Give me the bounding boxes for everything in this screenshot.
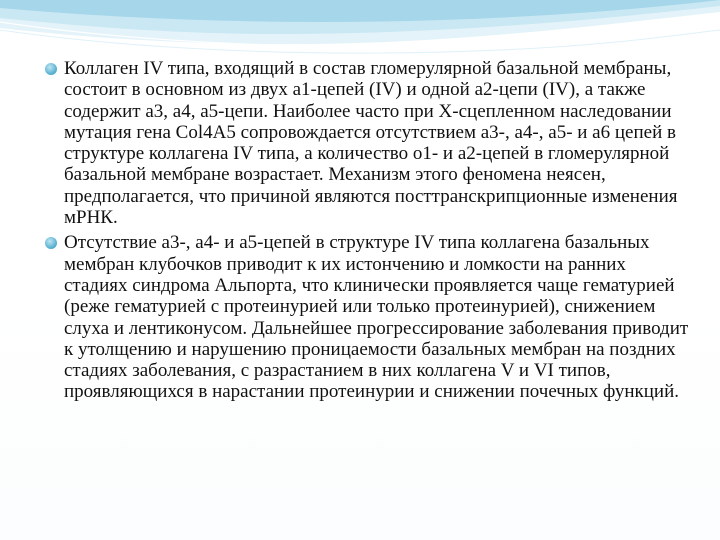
bullet-item [44,232,694,402]
bullet-text: Отсутствие а3-, а4- и а5-цепей в структуре IV типа коллагена базальных мембран клубочков приводит к их истончению и ломкости на ранних стадиях синдрома Альпорта, что клинически проявляется чаще гематурией (реже гематурией с протеинурией или только протеинурией), снижением слуха и лентиконусом. Дальнейшее прогрессирование заболевания приводит к утолщению и нарушению проницаемости базальных мембран на поздних стадиях заболевания, с разрастанием в них коллагена V и VI типов, проявляющихся в нарастании протеинурии и снижении почечных функций. [64,232,689,403]
bullet-list [44,58,694,407]
bullet-item [44,58,694,228]
circle-bullet-icon [44,236,58,250]
bullet-text: Коллаген IV типа, входящий в состав гломерулярной базальной мембраны, состоит в основном из двух a1-цепей (IV) и одной a2-цепи (IV), а также содержит а3, а4, а5-цепи. Наиболее часто при Х-сцепленном наследовании мутация гена Col4A5 сопровождается отсутствием а3-, а4-, а5- и а6 цепей в структуре коллагена IV типа, а количество о1- и а2-цепей в гломерулярной базальной мембране возрастает. Механизм этого феномена неясен, предполагается, что причиной являются посттранскрипционные изменения мРНК. [64,58,678,229]
circle-bullet-icon [44,62,58,76]
